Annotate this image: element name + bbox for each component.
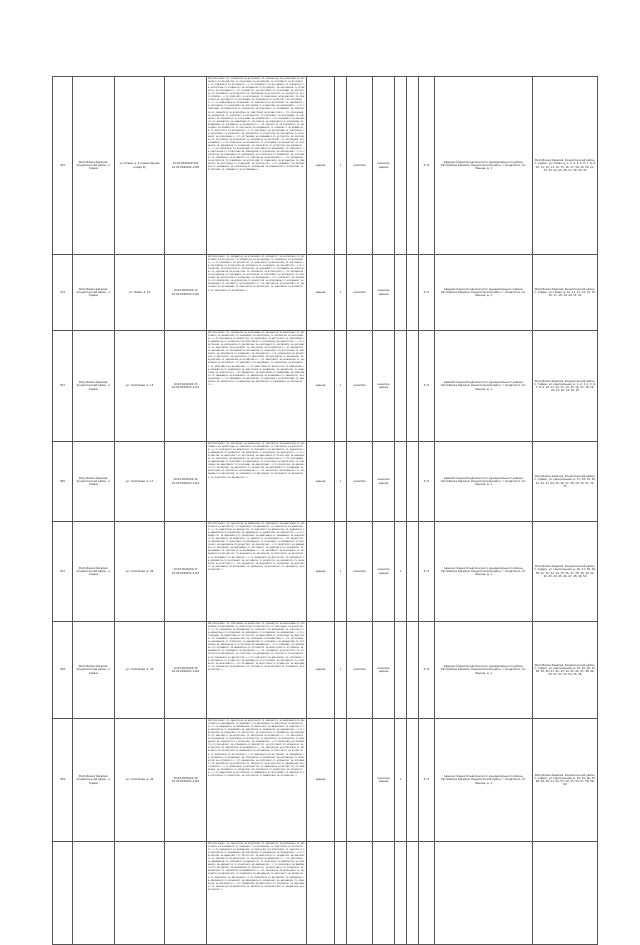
cell-n: 357: [53, 522, 73, 622]
cell-geo: MULTIPOLYGON(((75.3902311016 34.4791210315,75.3902962723 34.4792360914,75.3901576919 34.4793486013,75.3900434717 34.4792350819,75.3902311016 34.4791210315)),((75.3906966218 34.4795642416,75.3907617925 34.4796793015,75.3906232121 34.4797918114,75.3905089919 34.4796782920,75.3906966218 34.4795642416)),((75.3911621420 34.4800074517,75.3912273127 34.4801225116,75.3910887323 34.4802350215,75.3909745121 34.4801215021,75.3911621420 34.4800074517)),((75.3916276622 34.4804506618,75.3916928329 34.4805657217,75.3915542525 34.4806782316,75.3914400323 34.4805647122,75.3916276622 34.4804506618)),((75.3920931824 34.4808938719,75.3921583531 34.4810089318,75.3920197727 34.4811214417,75.3919055525 34.4810079223,75.3920931824 34.4808938719)),((75.3925587026 34.4813370820,75.3926238733 34.4814521419,75.3924852929 34.4815646518,75.3923710727 34.4814511324,75.3925587026 34.4813370820)),((75.3930242228 34.4817802921,75.3930893935 34.4818953520,75.3929508131 34.4820078619,75.3928365929 34.4818943425,75.3930242228 34.4817802921)),((75.3934897430 34.4822235022,75.3935549137 34.4823385621,75.3934163333 34.4824510720,75.3933021131 34.4823375526,75.3934897430 34.4822235022))): [207, 842, 307, 945]
cell-n: 359: [53, 719, 73, 842]
cell-area: 5,71: [419, 622, 435, 719]
cell-cadastral: 10:03:0040102:19 10:03:0040102:1125: [165, 719, 207, 842]
cell-address: ул. Новая, д. 10: [115, 255, 165, 331]
cell-org: Администрация Кондопожского муниципального района. Республика Карелия, Кондопожский район, г. Кондопога, пл. Ленина, д. 1: [435, 522, 533, 622]
cell-cadastral: 10:03:0040102:17 10:03:0040102:1123: [165, 522, 207, 622]
cell-c7: [335, 719, 347, 842]
cell-type: здание: [307, 331, 335, 442]
cell-cadastral: [165, 842, 207, 945]
cell-c10: [395, 77, 407, 255]
cell-geo: MULTIPOLYGON(((75.3701214003 34.4590113207,75.3701865710 34.4591263806,75.3700479906 34.4592388905,75.3699337704 34.4591253711,75.3701214003 34.4590113207)),((75.3705869205 34.4594545308,75.3706520911 34.4595695907,75.3705135107 34.4596821006,75.3703992905 34.4595685812,75.3705869205 34.4594545308)),((75.3710524407 34.4598977409,75.3711176113 34.4600128008,75.3709790309 34.4601253107,75.3708648107 34.4600117913,75.3710524407 34.4598977409)),((75.3715179609 34.4603409510,75.3715831315 34.4604560109,75.3714445511 34.4605685208,75.3713303309 34.4604550014,75.3715179609 34.4603409510)),((75.3719834811 34.4607841611,75.3720486517 34.4608992210,75.3719100713 34.4610117309,75.3717958511 34.4608982115,75.3719834811 34.4607841611)),((75.3724490013 34.4612273712,75.3725141719 34.4613424311,75.3723755915 34.4614549410,75.3722613713 34.4613414216,75.3724490013 34.4612273712)),((75.3729145215 34.4616705813,75.3729796921 34.4617856412,75.3728411117 34.4618981511,75.3727268915 34.4617846317,75.3729145215 34.4616705813)),((75.3733800417 34.4621137914,75.3734452123 34.4622288513,75.3733066319 34.4623413612,75.3731924117 34.4622278418,75.3733800417 34.4621137914))): [207, 622, 307, 719]
cell-address: [115, 842, 165, 945]
cell-district: Республика Карелия, Кондопожский район, п. Гирвас: [73, 331, 115, 442]
cell-c10: [395, 255, 407, 331]
cell-note: Республика Карелия, Кондопожский район, п. Гирвас, ул. Центральная, д. 1, 2, 3, 4, 5, 6, 7, 8, 9, 10, 11, 12, 13, 14, 15, 16, 17, 18, 19, 20, 21, 22, 23, 24, 25: [533, 331, 598, 442]
cell-type: здание: [307, 719, 335, 842]
cell-cadastral: 10:03:0040102:15 10:03:0040102:1121: [165, 331, 207, 442]
cell-c10: 1: [395, 719, 407, 842]
cell-district: Республика Карелия, Кондопожский район, п. Гирвас: [73, 522, 115, 622]
cell-kind: нежилое здание: [373, 255, 395, 331]
cell-purpose: нежилое: [347, 77, 373, 255]
cell-note: Республика Карелия, Кондопожский район, п. Гирвас, ул. Центральная, д. 17, 18, 19, 20, 21, 22, 23, 24, 25, 26, 27, 28, 29, 30, 31, 32, 33: [533, 442, 598, 522]
cell-address: ул. Новая, д. 4 (инвентарный номер 8): [115, 77, 165, 255]
cell-c11: [407, 522, 419, 622]
table-row: [53, 442, 598, 522]
cell-c7: 1: [335, 522, 347, 622]
cell-type: здание: [307, 522, 335, 622]
cell-note: Республика Карелия, Кондопожский район, п. Гирвас, ул. Центральная, д. 44, 45, 46, 47, 48, 49, 50, 51, 52, 53, 54, 55, 56, 57, 58, 59, 60: [533, 719, 598, 842]
cell-geo: MULTIPOLYGON(((75.3600112314 34.4489120013,75.3600764021 34.4490270608,75.3599378214 34.4491395717,75.3598236011 34.4490260512,75.3600112314 34.4489120013)),((75.3604767509 34.4493552112,75.3605419217 34.4494702714,75.3604033412 34.4495827814,75.3602891209 34.4494692619,75.3604767509 34.4493552112)),((75.3609422711 34.4497984213,75.3610074419 34.4499134814,75.3608688613 34.4500259913,75.3607546411 34.4499124717,75.3609422711 34.4497984213)),((75.3614077913 34.4502416314,75.3614729619 34.4503566913,75.3613343815 34.4504692012,75.3612201613 34.4503556818,75.3614077913 34.4502416314)),((75.3618733115 34.4506848415,75.3619384821 34.4507999014,75.3617999017 34.4509124113,75.3616856815 34.4507988919,75.3618733115 34.4506848415)),((75.3623388317 34.4511280516,75.3624040023 34.4512431115,75.3622654219 34.4513556214,75.3621512017 34.4512421020,75.3623388317 34.4511280516)),((75.3628043519 34.4515712617,75.3628695225 34.4516863216,75.3627309421 34.4517988315,75.3626167219 34.4516853121,75.3628043519 34.4515712617)),((75.3632698721 34.4520144718,75.3633350427 34.4521295317,75.3631964623 34.4522420416,75.3630822421 34.4521285222,75.3632698721 34.4520144718))): [207, 522, 307, 622]
cell-org: Администрация Кондопожского муниципального района. Республика Карелия, Кондопожский район, г. Кондопога, пл. Ленина, д. 1: [435, 255, 533, 331]
cell-type: здание: [307, 442, 335, 522]
register-table: [52, 76, 598, 945]
cell-note: Республика Карелия, Кондопожский район, п. Гирвас, ул. Центральная, д. 34, 35, 36, 37, 38, 39, 40, 41, 42, 43, 44, 45, 46, 47, 48, 49, 50, 51, 52, 53, 54, 55, 56: [533, 622, 598, 719]
cell-type: здание: [307, 77, 335, 255]
cell-c11: [407, 77, 419, 255]
cell-purpose: нежилое: [347, 522, 373, 622]
table-row: [53, 331, 598, 442]
cell-address: ул. Centralная, д. 17: [115, 442, 165, 522]
cell-note: Республика Карелия, Кондопожский район, п. Гирвас, ул. Новая, д. 10, 11, 12, 13, 14, 15, 16, 17, 18, 19, 20, 21, 22: [533, 255, 598, 331]
cell-purpose: нежилое: [347, 622, 373, 719]
cell-c7: [335, 842, 347, 945]
cell-purpose: нежилое: [347, 255, 373, 331]
cell-note: [533, 842, 598, 945]
cell-kind: нежилое здание: [373, 522, 395, 622]
cell-c11: [407, 331, 419, 442]
cell-geo: MULTIPOLYGON(((75.3412841706 34.4302138860,75.3413492158 34.4303291047,75.3412108315 34.4304413920,75.3410964002 34.4303278635,75.3412841706 34.4302138860)),((75.3417498134 34.4306573127,75.3418150926 34.4307724513,75.3416763808 34.4308852210,75.3415623214 34.4307719145,75.3417498134 34.4306573127)),((75.3422152093 34.4311009224,75.3422801548 34.4312158641,75.3421418876 34.4313284720,75.3420274503 34.4312149811,75.3422152093 34.4311009224)),((75.3426807412 34.4315440125,75.3427459308 34.4316590314,75.3426073011 34.4317716438,75.3424931617 34.4316581022,75.3426807412 34.4315440125)),((75.3431462308 34.4319872033,75.3432114517 34.4321023147,75.3430728902 34.4322148236,75.3429586411 34.4321012609,75.3431462308 34.4319872033)),((75.3436118421 34.4324305149,75.3436769023 34.4325455017,75.3435384217 34.4326580822,75.3434241009 34.4325444731,75.3436118421 34.4324305149)),((75.3440773609 34.4328737126,75.3441425306 34.4329887614,75.3440039104 34.4331012909,75.3438897012 34.4329877302,75.3440773609 34.4328737126)),((75.3445429117 34.4333169308,75.3446079804 34.4334319425,75.3444694021 34.4335444732,75.3443552209 34.4334309018,75.3445429117 34.4333169308)),((75.3450084302 34.4337601437,75.3450735611 34.4338751808,75.3449349716 34.4339877013,75.3448207504 34.4338741419,75.3450084302 34.4337601437))): [207, 331, 307, 442]
cell-c11: [407, 719, 419, 842]
cell-c7: 1: [335, 622, 347, 719]
cell-area: 5,71: [419, 719, 435, 842]
cell-address: ул. Centralная, д. 44: [115, 719, 165, 842]
cell-purpose: нежилое: [347, 442, 373, 522]
cell-c11: [407, 255, 419, 331]
cell-area: 5,71: [419, 522, 435, 622]
cell-cadastral: 10:03:0040102:542 10:03:0040102:1105: [165, 77, 207, 255]
cell-c7: 1: [335, 255, 347, 331]
cell-district: Республика Карелия, Кондопожский район, п. Гирвас: [73, 622, 115, 719]
cell-n: 358: [53, 622, 73, 719]
cell-purpose: нежилое: [347, 331, 373, 442]
table-row: [53, 842, 598, 945]
cell-district: [73, 842, 115, 945]
cell-purpose: [347, 842, 373, 945]
cell-cadastral: 10:03:0040102:18 10:03:0040102:1124: [165, 622, 207, 719]
cell-area: 5,71: [419, 255, 435, 331]
cell-org: Администрация Кондопожского муниципального района. Республика Карелия, Кондопожский район, г. Кондопога, пл. Ленина, д. 1: [435, 622, 533, 719]
cell-district: Республика Карелия, Кондопожский район, п. Гирвас: [73, 77, 115, 255]
table-row: [53, 255, 598, 331]
cell-c10: [395, 442, 407, 522]
cell-district: Республика Карелия, Кондопожский район, п. Гирвас: [73, 719, 115, 842]
cell-geo: MULTIPOLYGON(((75.3502141007 34.4392301216,75.3502793519 34.4393452108,75.3501408313 34.4394577340,75.3500265102 34.4393442607,75.3502141007 34.4392301216)),((75.3506796213 34.4396733517,75.3507448021 34.4397884210,75.3506062514 34.4399009316,75.3504920211 34.4397874039,75.3506796213 34.4396733517)),((75.3511451709 34.4401165611,75.3512103616 34.4402316418,75.3510717418 34.4403441503,75.3509575407 34.4402306230,75.3511451709 34.4401165611)),((75.3516106802 34.4405597904,75.3516758413 34.4406748521,75.3515372614 34.4407873612,75.3514230603 34.4406738413,75.3516106802 34.4405597904)),((75.3520762105 34.4410030107,75.3521413811 34.4411180725,75.3520027919 34.4412305807,75.3518885808 34.4411170626,75.3520762105 34.4410030107)),((75.3525417301 34.4414462321,75.3526069014 34.4415612934,75.3524683210 34.4416738002,75.3523541011 34.4415602819,75.3525417301 34.4414462321))): [207, 442, 307, 522]
cell-district: Республика Карелия, Кондопожский район, п. Гирвас: [73, 255, 115, 331]
cell-cadastral: 10:03:0040102:16 10:03:0040102:1122: [165, 442, 207, 522]
cell-purpose: [347, 719, 373, 842]
cell-org: Администрация Кондопожского муниципального района. Республика Карелия, Кондопожский район, г. Кондопога, пл. Ленина, д. 1: [435, 77, 533, 255]
cell-area: 5,71: [419, 442, 435, 522]
cell-c7: 1: [335, 442, 347, 522]
cell-c10: [395, 622, 407, 719]
cell-area: 5,71: [419, 331, 435, 442]
cell-kind: нежилое здание: [373, 77, 395, 255]
cell-org: Администрация Кондопожского муниципального района. Республика Карелия, Кондопожский район, г. Кондопога, пл. Ленина, д. 1: [435, 442, 533, 522]
cell-type: здание: [307, 622, 335, 719]
cell-area: [419, 842, 435, 945]
cell-note: Республика Карелия, Кондопожский район, п. Гирвас, ул. Новая, д. 1, 2, 3, 4, 5, 6, 7, 8, 9, 10, 11, 12, 13, 14, 15, 16, 17, 18, 19, 20, 21, 22, 23, 24, 25, 26, 27, 28, 29, 30: [533, 77, 598, 255]
cell-org: [435, 842, 533, 945]
cell-org: Администрация Кондопожского муниципального района. Республика Карелия, Кондопожский район, г. Кондопога, пл. Ленина, д. 1: [435, 719, 533, 842]
cell-note: Республика Карелия, Кондопожский район, п. Гирвас, ул. Центральная, д. 26, 27, 28, 29, 30, 31, 32, 33, 34, 35, 36, 37, 38, 39, 40, 41, 42, 43, 44, 45, 46, 47, 48, 49, 50: [533, 522, 598, 622]
cell-geo: MULTIPOLYGON(((75.3802311016 34.4691210315,75.3802962723 34.4692360914,75.3801576919 34.4693486013,75.3800434717 34.4692350819,75.3802311016 34.4691210315)),((75.3806966218 34.4695642416,75.3807617925 34.4696793015,75.3806232121 34.4697918114,75.3805089919 34.4696782920,75.3806966218 34.4695642416)),((75.3811621420 34.4700074517,75.3812273127 34.4701225116,75.3810887323 34.4702350215,75.3809745121 34.4701215021,75.3811621420 34.4700074517)),((75.3816276622 34.4704506618,75.3816928329 34.4705657217,75.3815542525 34.4706782316,75.3814400323 34.4705647122,75.3816276622 34.4704506618)),((75.3820931824 34.4708938719,75.3821583531 34.4710089318,75.3820197727 34.4711214417,75.3819055525 34.4710079223,75.3820931824 34.4708938719)),((75.3825587026 34.4713370820,75.3826238733 34.4714521419,75.3824852929 34.4715646518,75.3823710727 34.4714511324,75.3825587026 34.4713370820)),((75.3830242228 34.4717802921,75.3830893935 34.4718953520,75.3829508131 34.4720078619,75.3828365929 34.4718943425,75.3830242228 34.4717802921)),((75.3834897430 34.4722235022,75.3835549137 34.4723385621,75.3834163333 34.4724510720,75.3833021131 34.4723375526,75.3834897430 34.4722235022)),((75.3839552632 34.4726667123,75.3840204339 34.4727817722,75.3838818535 34.4728942821,75.3837676333 34.4727807627,75.3839552632 34.4726667123)),((75.3844207834 34.4731099224,75.3844859541 34.4732249823,75.3843473737 34.4733374922,75.3842331535 34.4732239728,75.3844207834 34.4731099224))): [207, 719, 307, 842]
cell-kind: нежилое здание: [373, 442, 395, 522]
cell-c11: [407, 622, 419, 719]
table-row: [53, 77, 598, 255]
cell-c10: 1: [395, 522, 407, 622]
cell-type: здание: [307, 255, 335, 331]
table-row: [53, 622, 598, 719]
cell-c11: [407, 842, 419, 945]
cell-n: 352: [53, 331, 73, 442]
table-row: [53, 719, 598, 842]
cell-c7: 1: [335, 77, 347, 255]
cell-n: 356: [53, 442, 73, 522]
cell-kind: [373, 842, 395, 945]
cell-geo: MULTIPOLYGON(((75.3318842103 34.4210334811,75.3319502377 34.4211487016,75.3318120456 34.4212615327,75.3316981734 34.4211479903,75.3318842103 34.4210334811)),((75.3323498217 34.4214781127,75.3324135541 34.4215929316,75.3322760412 34.4217058874,75.3321621509 34.4215910123,75.3323498217 34.4214781127)),((75.3328142391 34.4219197238,75.3328793105 34.4220348871,75.3327408614 34.4221471042,75.3326266738 34.4220337145,75.3328142391 34.4219197238)),((75.3332801416 34.4223630054,75.3333448762 34.4224776530,75.3332059817 34.4225904112,75.3330922047 34.4224771308,75.3332801416 34.4223630054)),((75.3337453127 34.4228054312,75.3338107435 34.4229207766,75.3336721128 34.4230334590,75.3335584612 34.4229200033,75.3337453127 34.4228054312)),((75.3342106518 34.4232479021,75.3342761007 34.4233628442,75.3341374233 34.4234752011,75.3340236105 34.4233618719,75.3342106518 34.4232479021))): [207, 255, 307, 331]
cell-type: [307, 842, 335, 945]
cell-c7: 1: [335, 331, 347, 442]
cell-kind: нежилое здание: [373, 331, 395, 442]
cell-geo: MULTIPOLYGON(((75.3224452474 34.4112349211,75.3225061234 34.4113422188,75.3223847652 34.4114507761,75.3222639043 34.4113426392,75.3221843211 34.4112349211,75.3224452474 34.4112349211)),((75.3229843211 34.4117640032,75.3230451762 34.4118712344,75.3228920113 34.4119803245,75.3227802317 34.4118704328,75.3229843211 34.4117640032)),((75.3234567112 34.4121129876,75.3235234481 34.4122307756,75.3233985422 34.4123478218,75.3232819034 34.4122301255,75.3234567112 34.4121129876)),((75.3239512311 34.4125740015,75.3240133356 34.4126913327,75.3238761924 34.4127982011,75.3237644418 34.4126833014,75.3239512311 34.4125740015)),((75.3244021854 34.4130023987,75.3244709233 34.4131156612,75.3243368741 34.4132310873,75.3242209854 34.4131159986,75.3244021854 34.4130023987)),((75.3248719942 34.4134411238,75.3249302376 34.4135590012,75.3247968913 34.4136703254,75.3246821075 34.4135578766,75.3248719942 34.4134411238)),((75.3253230048 34.4138870314,75.3253907651 34.4140023377,75.3252508812 34.4141169845,75.3251356732 34.4139973611,75.3253230048 34.4138870314)),((75.3257908213 34.4143300122,75.3258541379 34.4144491087,75.3257146610 34.4145569022,75.3256033982 34.4144439165,75.3257908213 34.4143300122)),((75.3262521116 34.4147689731,75.3263143407 34.4148817215,75.3261790133 34.4149994370,75.3260634271 34.4148822154,75.3262521116 34.4147689731)),((75.3267180912 34.4152070048,75.3267810243 34.4153219952,75.3266432017 34.4154367831,75.3265319116 34.4153201874,75.3267180912 34.4152070048)),((75.3271834460 34.4156448813,75.3272501276 34.4157628104,75.3271109922 34.4158745529,75.3269936514 34.4157592811,75.3271834460 34.4156448813)),((75.3276411233 34.4160902231,75.3277043845 34.4162047723,75.3275668129 34.4163200164,75.3274542361 34.4162016735,75.3276411233 34.4160902231)),((75.3281059120 34.4165331408,75.3281729814 34.4166498867,75.3280335021 34.4167613240,75.3279191348 34.4166470039,75.3281059120 34.4165331408)),((75.3285702214 34.4169764315,75.3286334078 34.4170922214,75.3284952631 34.4172018847,75.3283820147 34.4170887313,75.3285702214 34.4169764315)),((75.3290361587 34.4174151276,75.3290987002 34.4175317438,75.3289623419 34.4176442165,75.3288483710 34.4175270961,75.3290361587 34.4174151276)),((75.3294986271 34.4178609834,75.3295640017 34.4179781243,75.3294245338 34.4180893018,75.3293107862 34.4179719546,75.3294986271 34.4178609834))): [207, 77, 307, 255]
cell-c10: [395, 331, 407, 442]
cell-address: ул. Centralная, д. 26: [115, 522, 165, 622]
cell-kind: нежилое здание: [373, 719, 395, 842]
cell-org: Администрация Кондопожского муниципального района. Республика Карелия, Кондопожский район, г. Кондопога, пл. Ленина, д. 1: [435, 331, 533, 442]
cell-kind: нежилое здание: [373, 622, 395, 719]
cell-c11: [407, 442, 419, 522]
cell-n: 332: [53, 77, 73, 255]
cell-c10: [395, 842, 407, 945]
cell-address: ул. Centralная, д. 13: [115, 331, 165, 442]
table-row: [53, 522, 598, 622]
cell-n: [53, 842, 73, 945]
cell-n: 333: [53, 255, 73, 331]
cell-area: 5,71: [419, 77, 435, 255]
register-body: [53, 77, 598, 945]
cell-cadastral: 10:03:0040102:14 10:03:0040102:1120: [165, 255, 207, 331]
cell-district: Республика Карелия, Кондопожский район, п. Гирвас: [73, 442, 115, 522]
cell-address: ул. Centralная, д. 34: [115, 622, 165, 719]
